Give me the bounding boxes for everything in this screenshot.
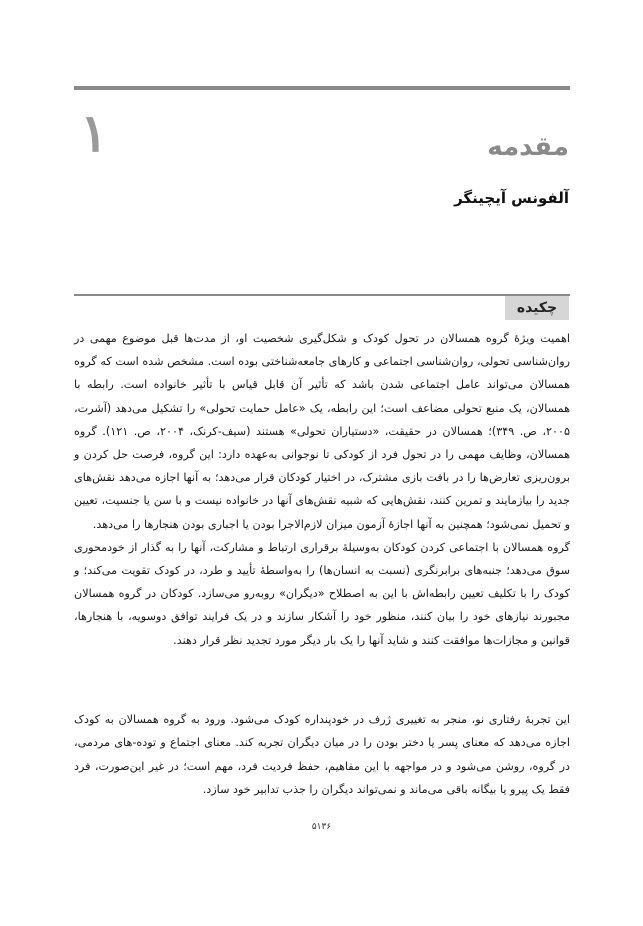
top-rule (74, 86, 570, 90)
abstract-heading: چکیده (505, 296, 569, 320)
body-section (74, 708, 570, 802)
abstract-section (74, 327, 570, 652)
page-number: ۵۱۳۶ (311, 822, 332, 832)
abstract-rule (74, 294, 570, 296)
chapter-number: ۱ (80, 103, 108, 164)
chapter-author: آلفونس آیچینگر (454, 189, 569, 207)
abstract-paragraph: اهمیت ویژهٔ گروه همسالان در تحول کودک و شکل‌گیری شخصیت او، از مدت‌ها قبل موضوع مهمی در روان‌شناسی تحولی، روان‌شناسی اجتماعی و کارهای جامعه‌شناختی بوده است. مشخص شده است که گروه همسالان می‌تواند عامل اجتماعی شدن باشد که تأثیر آن قابل قیاس با تأثیر خانواده است. رابطه با همسالان، یک منبع تحولی مضاعف است؛ این رابطه، یک «عامل حمایت تحولی» را تشکیل می‌دهد (آشرت، ۲۰۰۵، ص. ۳۴۹)؛ همسالان در حقیقت، «دستیاران تحولی» هستند (سیف-کرنک، ۲۰۰۴، ص. ۱۲۱). گروه همسالان، وظایف مهمی را در تحول فرد از کودکی تا نوجوانی به‌عهده دارد: این گروه، فرصت حل کردن و برون‌ریزی تعارض‌ها را در بافت بازی مشترک، در اختیار کودکان قرار می‌دهد؛ به آنها اجازه می‌دهد نقش‌های جدید را بیازمایند و تمرین کنند، نقش‌هایی که شبیه نقش‌های آنها در خانواده نیست و با سن یا جنسیت، تعیین و تحمیل نمی‌شود؛ همچنین به آنها اجازهٔ آزمون میزان لازم‌الاجرا بودن یا اجباری بودن هنجارها را می‌دهد. (74, 332, 570, 531)
body-paragraph: این تجربهٔ رفتاری نو، منجر به تغییری ژرف در خودپنداره کودک می‌شود. ورود به گروه همسالان به کودک اجازه می‌دهد که معنای پسر یا دختر بودن را در میان دیگران تجربه کند. معنای اجتماع و توده-های مردمی، در گروه، روشن می‌شود و در مواجهه با این مفاهیم، حفظ فردیت فرد، مهم است؛ در غیر این‌صورت، فرد فقط یک پیرو یا بیگانه باقی می‌ماند و نمی‌تواند دیگران را جذب تدابیر خود سازد. (74, 713, 570, 797)
abstract-paragraph: گروه همسالان با اجتماعی کردن کودکان به‌وسیلهٔ برقراری ارتباط و مشارکت، آنها را به گذار از خودمحوری سوق می‌دهد؛ جنبه‌های برابرنگری (نسبت به انسان‌ها) را به‌واسطهٔ تأیید و طرد، در کودک تقویت می‌کند؛ و کودک را با تکلیف تعیین رابطه‌اش با این به اصطلاح «دیگران» روبه‌رو می‌سازد. کودکان در گروه همسالان مجبورند نیازهای خود را بیان کنند، منظور خود را آشکار سازند و در یک فرایند توافق دوسویه، با هنجارها، قوانین و مجازات‌ها موافقت کنند و شاید آنها را یک بار دیگر مورد تجدید نظر قرار دهند. (74, 540, 570, 647)
chapter-title: مقدمه (487, 132, 569, 162)
